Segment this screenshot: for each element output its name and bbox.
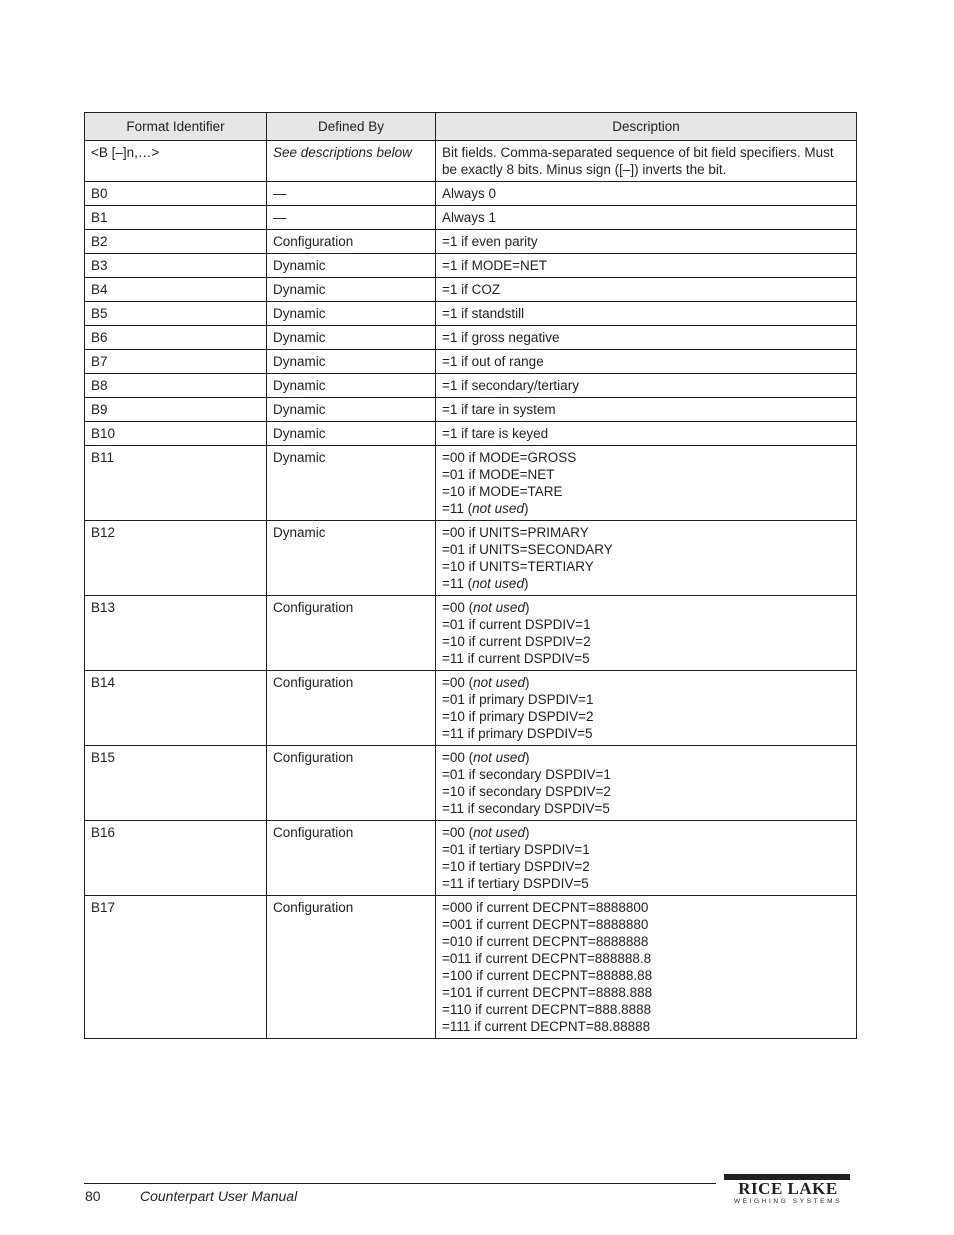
description-line [442,353,850,370]
description-line [442,616,850,633]
defined-by-cell: Configuration [267,746,436,821]
description-cell [436,671,857,746]
description-line [442,875,850,892]
description-text: =01 if tertiary DSPDIV=1 [442,842,590,857]
table-row [85,521,857,596]
table-row [85,278,857,302]
description-text: =1 if MODE=NET [442,258,548,273]
description-line [442,766,850,783]
table-row [85,141,857,182]
description-text: =01 if primary DSPDIV=1 [442,692,594,707]
description-line [442,377,850,394]
description-text: =10 if MODE=TARE [442,484,563,499]
table-row [85,398,857,422]
table-row [85,254,857,278]
description-text: =1 if standstill [442,306,525,321]
description-cell [436,254,857,278]
description-line [442,674,850,691]
format-identifier-cell: B8 [85,374,267,398]
description-text: ) [523,576,529,591]
description-text: ) [524,675,530,690]
description-line [442,650,850,667]
defined-by-cell: — [267,206,436,230]
description-cell [436,326,857,350]
defined-by-cell: Configuration [267,230,436,254]
description-text: =1 if out of range [442,354,544,369]
description-text: =00 if UNITS=PRIMARY [442,525,589,540]
format-identifier-cell: B5 [85,302,267,326]
description-italic-text: not used [472,501,524,516]
description-line [442,916,850,933]
description-cell [436,230,857,254]
defined-by-cell: Dynamic [267,278,436,302]
defined-by-cell: See descriptions below [267,141,436,182]
defined-by-cell: — [267,182,436,206]
table-row [85,374,857,398]
description-text: =111 if current DECPNT=88.88888 [442,1019,651,1034]
format-identifier-cell: B10 [85,422,267,446]
format-identifier-cell: B1 [85,206,267,230]
footer-rule [84,1183,716,1184]
description-text: ) [524,825,530,840]
description-line [442,209,850,226]
description-line [442,281,850,298]
description-italic-text: not used [473,825,525,840]
defined-by-cell: Configuration [267,896,436,1039]
description-text: =1 if secondary/tertiary [442,378,579,393]
description-line [442,984,850,1001]
description-line [442,783,850,800]
format-identifier-cell: B3 [85,254,267,278]
defined-by-cell: Dynamic [267,374,436,398]
format-identifier-cell: B2 [85,230,267,254]
description-text: =01 if secondary DSPDIV=1 [442,767,611,782]
table-row [85,206,857,230]
description-text: Always 0 [442,186,497,201]
defined-by-cell: Dynamic [267,398,436,422]
description-cell [436,398,857,422]
defined-by-cell: Dynamic [267,350,436,374]
description-line [442,800,850,817]
description-line [442,144,850,161]
description-line [442,967,850,984]
description-text: =1 if gross negative [442,330,560,345]
table-row [85,422,857,446]
format-identifier-cell: B9 [85,398,267,422]
description-line [442,708,850,725]
description-text: =00 ( [442,825,474,840]
format-identifier-cell: B6 [85,326,267,350]
description-text: =10 if current DSPDIV=2 [442,634,591,649]
defined-by-cell: Configuration [267,821,436,896]
description-line [442,425,850,442]
description-cell [436,141,857,182]
description-line [442,305,850,322]
description-line [442,524,850,541]
description-cell [436,350,857,374]
description-text: =00 ( [442,600,474,615]
description-italic-text: not used [473,750,525,765]
description-cell [436,206,857,230]
description-italic-text: not used [473,600,525,615]
description-italic-text: not used [473,675,525,690]
description-text: =110 if current DECPNT=888.8888 [442,1002,652,1017]
table-row [85,596,857,671]
format-identifier-cell: B0 [85,182,267,206]
description-text: =000 if current DECPNT=8888800 [442,900,649,915]
description-cell [436,302,857,326]
description-italic-text: not used [472,576,524,591]
description-line [442,233,850,250]
description-text: =11 ( [442,501,473,516]
description-text: =10 if tertiary DSPDIV=2 [442,859,590,874]
format-identifier-cell: B4 [85,278,267,302]
table-header [85,113,857,141]
description-text: ) [524,600,530,615]
description-text: ) [524,750,530,765]
description-text: =01 if UNITS=SECONDARY [442,542,613,557]
format-identifier-cell: B7 [85,350,267,374]
format-identifier-cell: B16 [85,821,267,896]
format-identifier-cell: B14 [85,671,267,746]
description-line [442,1001,850,1018]
description-text: =11 if current DSPDIV=5 [442,651,590,666]
rice-lake-logo [724,1174,852,1208]
defined-by-cell: Dynamic [267,446,436,521]
table-row [85,671,857,746]
table-row [85,302,857,326]
description-line [442,725,850,742]
description-line [442,449,850,466]
table-row [85,326,857,350]
header-defined-by: Defined By [267,113,436,141]
table-body [85,141,857,1039]
header-format-identifier: Format Identifier [85,113,267,141]
table-row [85,746,857,821]
description-text: =010 if current DECPNT=8888888 [442,934,649,949]
description-cell [436,746,857,821]
description-line [442,841,850,858]
description-text: =01 if MODE=NET [442,467,555,482]
description-cell [436,821,857,896]
description-cell [436,422,857,446]
description-text: =11 ( [442,576,473,591]
format-identifier-cell: B17 [85,896,267,1039]
defined-by-cell: Configuration [267,596,436,671]
description-cell [436,521,857,596]
description-line [442,933,850,950]
table-row [85,896,857,1039]
description-text: =1 if tare is keyed [442,426,549,441]
description-line [442,483,850,500]
format-identifier-cell: B11 [85,446,267,521]
description-text: =11 if primary DSPDIV=5 [442,726,593,741]
description-text: =00 ( [442,750,474,765]
format-identifier-cell: B12 [85,521,267,596]
description-line [442,466,850,483]
description-cell [436,278,857,302]
description-line [442,558,850,575]
description-cell [436,374,857,398]
description-line [442,257,850,274]
description-line [442,858,850,875]
table-row [85,446,857,521]
description-text: =00 ( [442,675,474,690]
description-text: =00 if MODE=GROSS [442,450,577,465]
description-cell [436,596,857,671]
format-identifier-cell: B15 [85,746,267,821]
description-line [442,541,850,558]
table-row [85,182,857,206]
table-header-row [85,113,857,141]
format-identifier-cell: <B [–]n,…> [85,141,267,182]
description-text: =11 if tertiary DSPDIV=5 [442,876,589,891]
defined-by-cell: Dynamic [267,302,436,326]
description-line [442,749,850,766]
defined-by-cell: Dynamic [267,326,436,350]
table-row [85,350,857,374]
description-text: =11 if secondary DSPDIV=5 [442,801,610,816]
description-line [442,899,850,916]
description-cell [436,182,857,206]
description-line [442,575,850,592]
defined-by-cell: Configuration [267,671,436,746]
table-row [85,821,857,896]
description-text: =011 if current DECPNT=888888.8 [442,951,652,966]
description-text: =1 if even parity [442,234,538,249]
description-text: =10 if primary DSPDIV=2 [442,709,594,724]
description-line [442,824,850,841]
description-line [442,599,850,616]
defined-by-cell: Dynamic [267,422,436,446]
table-row [85,230,857,254]
defined-by-cell: Dynamic [267,254,436,278]
description-line [442,185,850,202]
page-number: 80 [85,1188,101,1204]
description-text: =1 if tare in system [442,402,556,417]
description-text: =10 if secondary DSPDIV=2 [442,784,611,799]
description-cell [436,896,857,1039]
description-line [442,161,850,178]
description-text: =100 if current DECPNT=88888.88 [442,968,653,983]
description-text: =01 if current DSPDIV=1 [442,617,591,632]
defined-by-cell: Dynamic [267,521,436,596]
description-text: =101 if current DECPNT=8888.888 [442,985,653,1000]
header-description: Description [436,113,857,141]
logo-name: RICE LAKE [738,1179,838,1198]
format-identifier-cell: B13 [85,596,267,671]
description-text: Bit fields. Comma-separated sequence of bit field specifiers. Must [442,145,834,160]
description-line [442,633,850,650]
logo-tagline: WEIGHING SYSTEMS [733,1198,843,1205]
description-cell [436,446,857,521]
description-line [442,500,850,517]
manual-title: Counterpart User Manual [140,1188,298,1204]
description-line [442,401,850,418]
description-line [442,950,850,967]
description-line [442,329,850,346]
description-text: =10 if UNITS=TERTIARY [442,559,594,574]
description-text: =001 if current DECPNT=8888880 [442,917,649,932]
description-line [442,1018,850,1035]
description-text: Always 1 [442,210,497,225]
description-text: =1 if COZ [442,282,501,297]
description-text: ) [523,501,529,516]
format-identifier-table [84,112,857,1039]
description-line [442,691,850,708]
description-text: be exactly 8 bits. Minus sign ([–]) inverts the bit. [442,162,727,177]
